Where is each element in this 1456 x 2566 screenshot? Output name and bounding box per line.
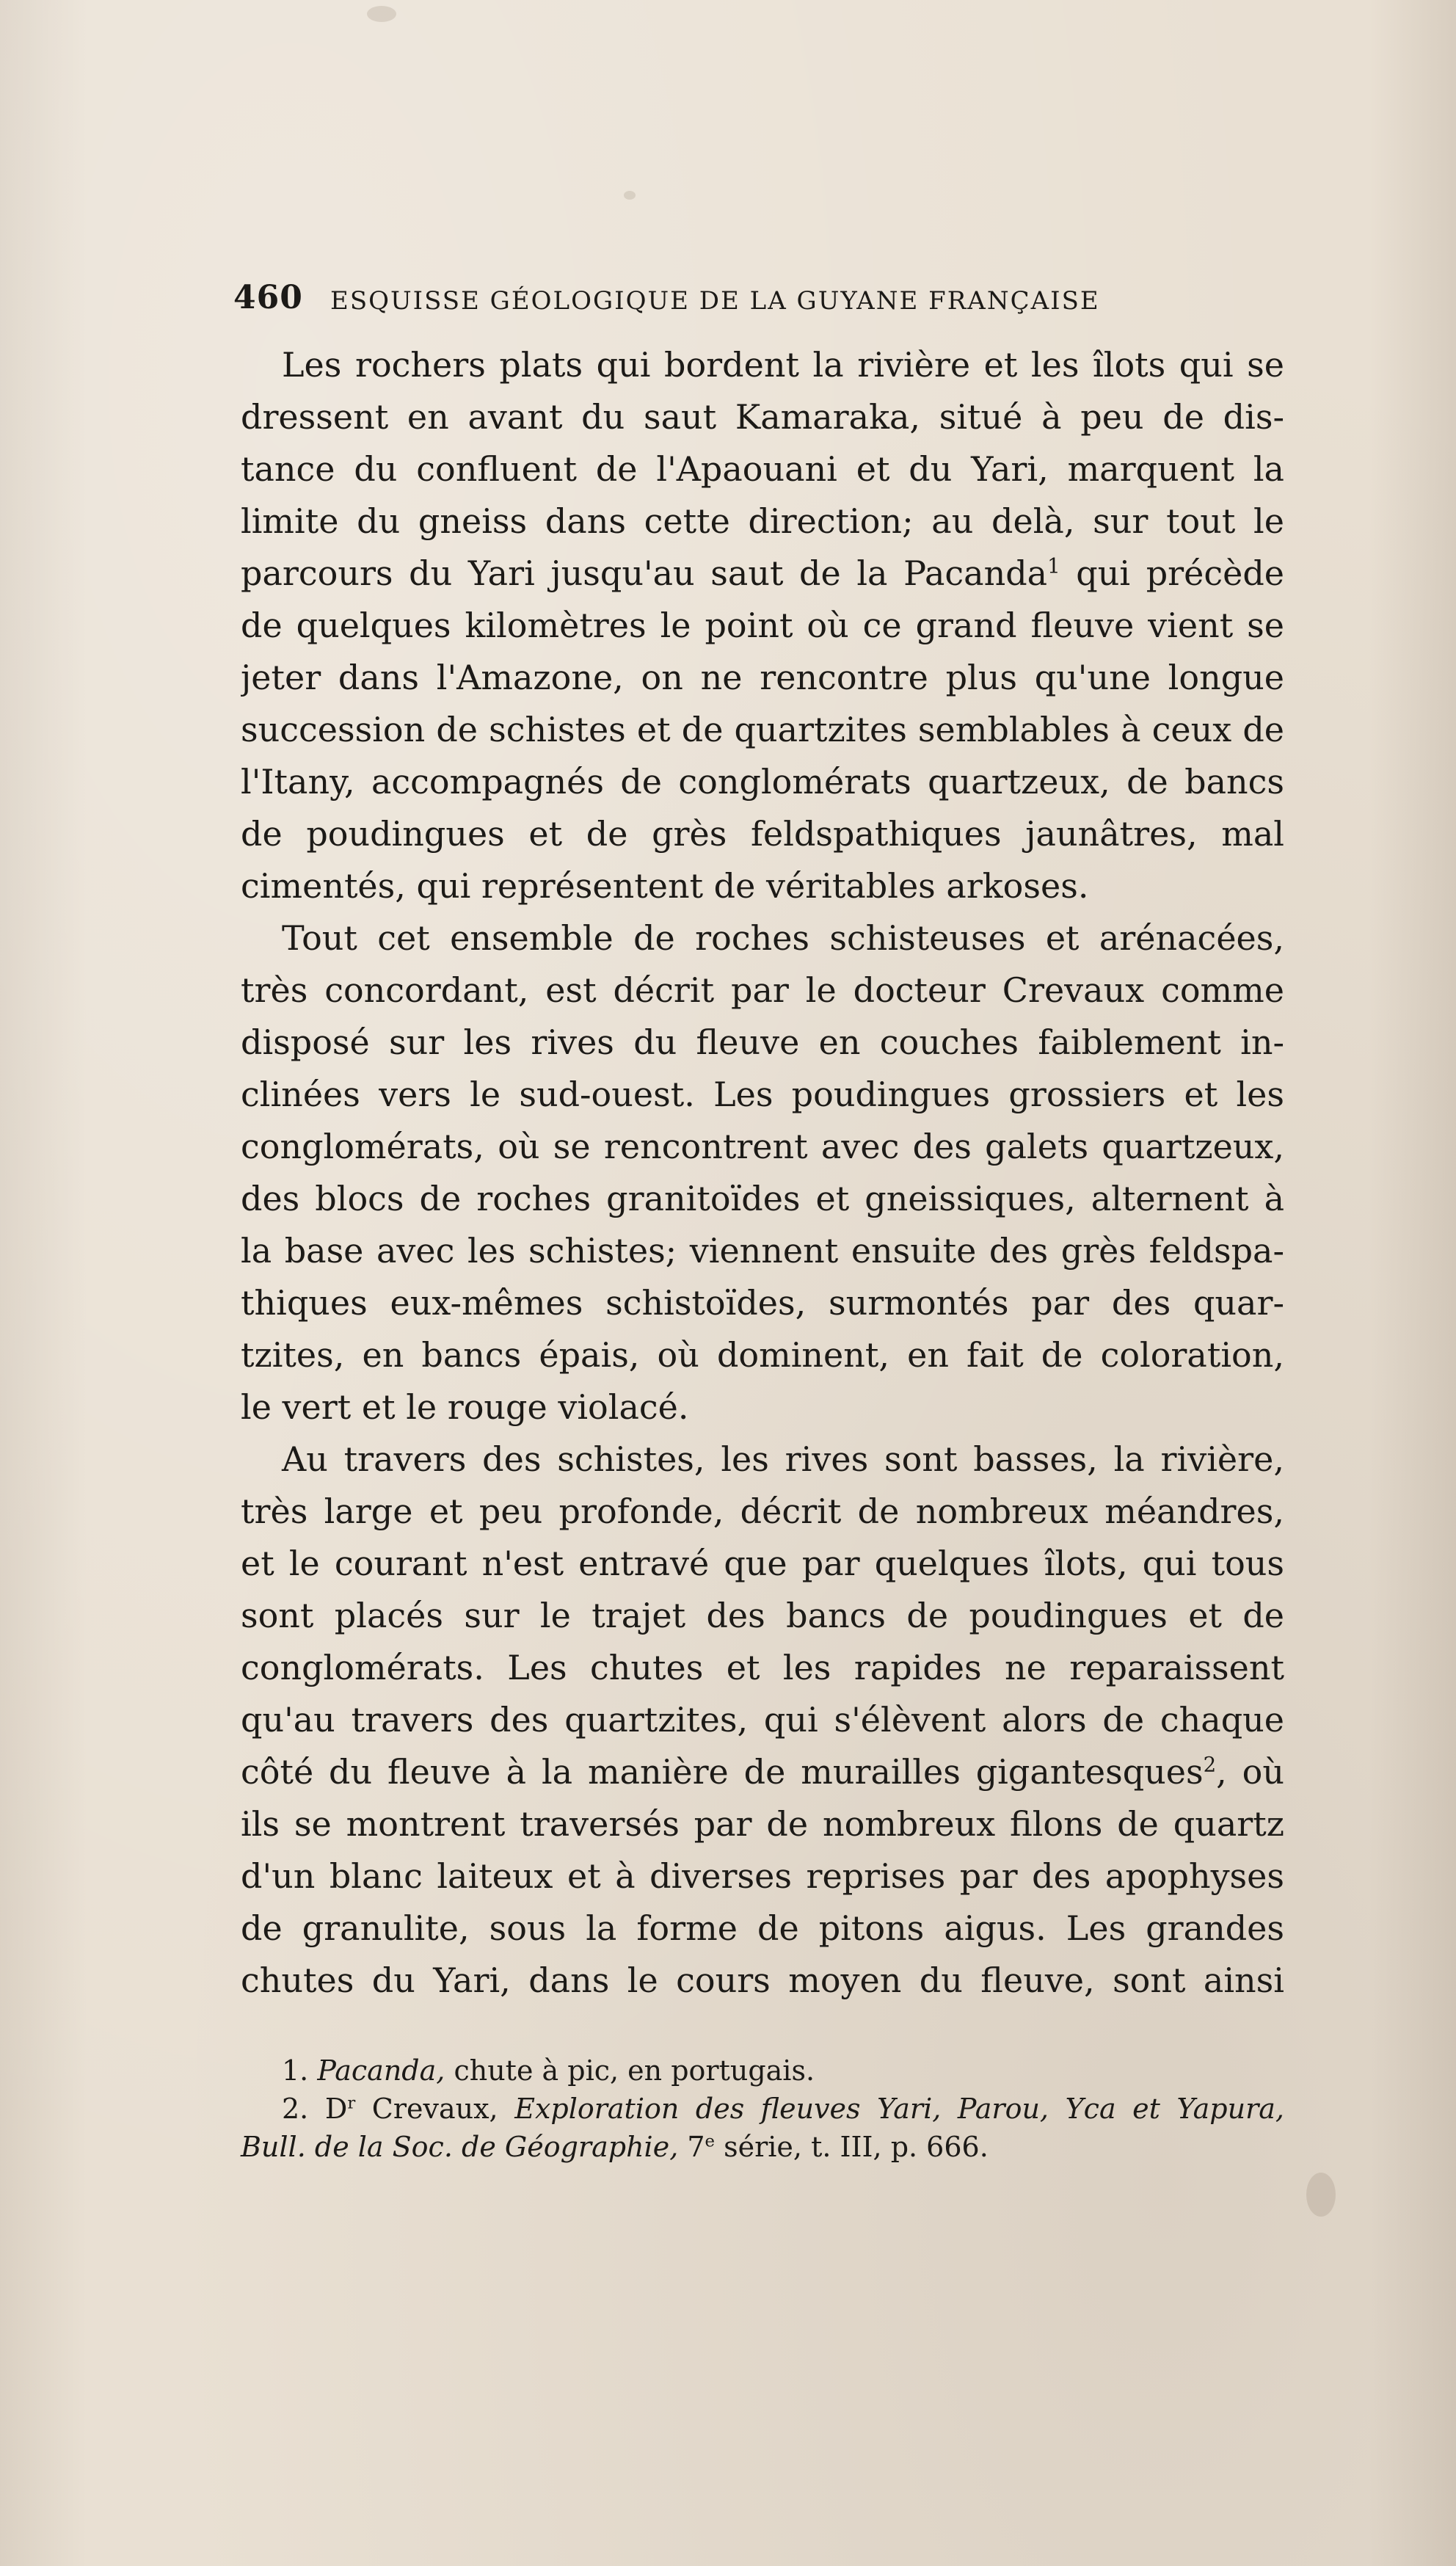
text-line: de quelques kilomètres le point où ce grand fleuve vient se (241, 606, 1284, 645)
text-line: conglomérats. Les chutes et les rapides ne reparaissent (241, 1648, 1284, 1687)
text-line: cimentés, qui représentent de véritables arkoses. (241, 866, 1089, 906)
footnote-italic: Bull. de la Soc. de Géographie, (241, 2131, 679, 2163)
footnote-text: D (324, 2093, 348, 2125)
text-fragment: , où (1216, 1752, 1284, 1792)
text-line: disposé sur les rives du fleuve en couches faiblement in- (241, 1022, 1284, 1062)
paper-stain (1306, 2173, 1336, 2217)
text-line: Tout cet ensemble de roches schisteuses et arénacées, (282, 918, 1284, 958)
text-fragment: côté du fleuve à la manière de murailles gigantesques (241, 1752, 1204, 1792)
running-header (233, 273, 1283, 324)
paper-stain (367, 6, 396, 22)
text-line: le vert et le rouge violacé. (241, 1387, 689, 1427)
body-text (241, 339, 1284, 2007)
text-line: très large et peu profonde, décrit de nombreux méandres, (241, 1491, 1284, 1531)
footnote-1 (241, 2051, 1284, 2090)
text-line: clinées vers le sud-ouest. Les poudingues grossiers et les (241, 1075, 1284, 1114)
text-line (241, 1746, 1284, 1798)
text-line: succession de schistes et de quartzites semblables à ceux de (241, 710, 1284, 749)
page-number: 460 (233, 279, 303, 316)
text-line: tance du confluent de l'Apaouani et du Yari, marquent la (241, 449, 1284, 489)
footnotes (241, 2051, 1284, 2166)
text-line: Au travers des schistes, les rives sont basses, la rivière, (282, 1439, 1284, 1479)
text-line: l'Itany, accompagnés de conglomérats quartzeux, de bancs (241, 762, 1284, 802)
text-line: et le courant n'est entravé que par quelques îlots, qui tous (241, 1544, 1284, 1583)
footnote-sup: r (347, 2093, 356, 2113)
text-line: limite du gneiss dans cette direction; au delà, sur tout le (241, 501, 1284, 541)
footnote-italic: Exploration des fleuves Yari, Parou, Yca et Yapura, (514, 2093, 1284, 2125)
footnote-text: chute à pic, en portugais. (445, 2054, 815, 2087)
text-line: chutes du Yari, dans le cours moyen du fleuve, sont ainsi (241, 1960, 1284, 2000)
text-line: la base avec les schistes; viennent ensuite des grès feldspa- (241, 1231, 1284, 1271)
footnote-italic: Pacanda, (317, 2054, 445, 2087)
text-line: qu'au travers des quartzites, qui s'élèvent alors de chaque (241, 1700, 1284, 1740)
text-line: Les rochers plats qui bordent la rivière et les îlots qui se (282, 345, 1284, 385)
running-title: ESQUISSE GÉOLOGIQUE DE LA GUYANE FRANÇAISE (330, 286, 1100, 316)
text-line: tzites, en bancs épais, où dominent, en fait de coloration, (241, 1335, 1284, 1375)
footnote-marker: 2 (1203, 1752, 1217, 1777)
text-line: de poudingues et de grès feldspathiques jaunâtres, mal (241, 814, 1284, 854)
text-line: d'un blanc laiteux et à diverses reprises par des apophyses (241, 1856, 1284, 1896)
footnote-number: 2. (282, 2093, 309, 2125)
footnote-text: série, t. III, p. 666. (715, 2131, 989, 2163)
text-line: de granulite, sous la forme de pitons aigus. Les grandes (241, 1908, 1284, 1948)
footnote-sup: e (705, 2131, 716, 2151)
footnote-2 (241, 2090, 1284, 2128)
text-line: conglomérats, où se rencontrent avec des galets quartzeux, (241, 1127, 1284, 1166)
text-line: sont placés sur le trajet des bancs de poudingues et de (241, 1596, 1284, 1635)
footnote-marker: 1 (1047, 553, 1060, 578)
footnote-number: 1. (282, 2054, 309, 2087)
text-line (241, 548, 1284, 600)
footnote-text: Crevaux, (355, 2093, 515, 2125)
text-fragment: qui précède (1076, 553, 1284, 593)
paper-stain (624, 191, 636, 200)
footnote-text: 7 (678, 2131, 705, 2163)
text-line: thiques eux-mêmes schistoïdes, surmontés par des quar- (241, 1283, 1284, 1323)
text-line: des blocs de roches granitoïdes et gneissiques, alternent à (241, 1179, 1284, 1218)
text-line: jeter dans l'Amazone, on ne rencontre plus qu'une longue (241, 658, 1284, 697)
text-line: dressent en avant du saut Kamaraka, situé à peu de dis- (241, 397, 1284, 437)
text-line: ils se montrent traversés par de nombreux filons de quartz (241, 1804, 1284, 1844)
footnote-2-continued (241, 2128, 1284, 2166)
text-line: très concordant, est décrit par le docteur Crevaux comme (241, 970, 1284, 1010)
text-fragment: parcours du Yari jusqu'au saut de la Pacanda (241, 553, 1048, 593)
